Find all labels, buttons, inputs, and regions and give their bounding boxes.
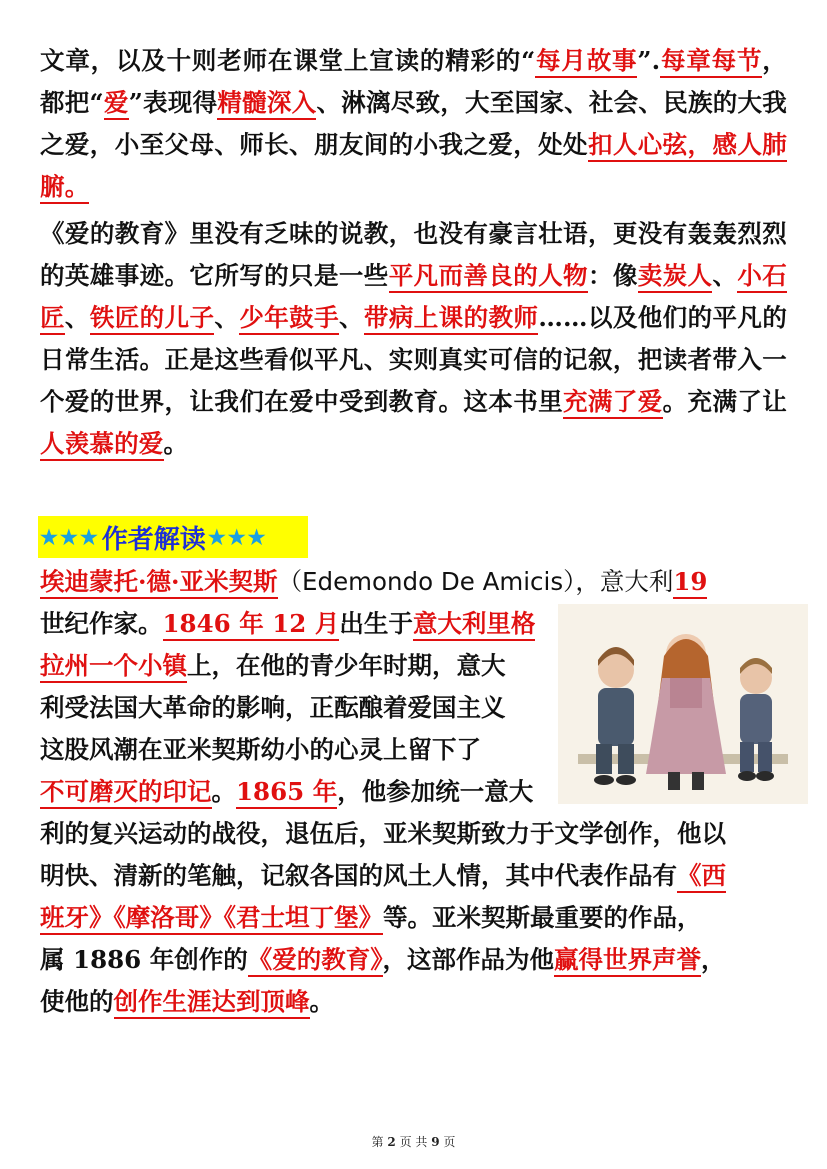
text: 等。亚米契斯最重要的作品， — [383, 903, 702, 932]
highlight-book-title: 《爱的教育》 — [248, 945, 383, 977]
highlight-works: 班牙》《摩洛哥》《君士坦丁堡》 — [40, 903, 383, 935]
paragraph-love-description — [40, 40, 787, 208]
author-line-1 — [40, 561, 707, 603]
text: 、 — [712, 261, 738, 290]
author-line-2 — [40, 603, 535, 645]
highlight-author-name: 埃迪蒙托·德·亚米契斯 — [40, 567, 278, 599]
footer-text: 页 — [443, 1135, 456, 1149]
author-line-8 — [40, 855, 726, 897]
text: 。 — [211, 777, 236, 806]
text: 文章，以及十则老师在课堂上宣读的精彩的“ — [40, 46, 536, 75]
author-line-9 — [40, 897, 702, 939]
highlight-birth-date: 1846 年 12 月 — [163, 609, 340, 641]
highlight-birthplace: 意大利里格 — [413, 609, 536, 641]
text: 属 1886 年创作的 — [40, 945, 248, 974]
text: 出生于 — [339, 609, 413, 638]
highlight-love: 爱 — [104, 88, 129, 120]
highlight-little-mason: 小石匠 — [40, 261, 787, 335]
highlight-world-fame: 赢得世界声誉 — [554, 945, 701, 977]
text: ，这部作品为他 — [382, 945, 554, 974]
text: 上，在他的青少年时期，意大 — [187, 651, 506, 680]
text: 、 — [339, 303, 364, 332]
paragraph-book-content — [40, 213, 787, 465]
star-icon: ★★★ — [207, 525, 268, 549]
text: ”. — [637, 46, 661, 75]
text: 。 — [309, 987, 334, 1016]
text: ……以及他们的平凡的日常生活。正是这些看似平凡、实则真实可信的记叙，把读者带入一个爱的世界，让我们在爱中受到教育。这本书里 — [40, 303, 788, 416]
author-line-6 — [40, 771, 533, 813]
total-page-number: 9 — [431, 1135, 440, 1149]
highlight-century: 19 — [673, 567, 707, 599]
section-header-author — [38, 516, 308, 558]
highlight-year-1865: 1865 年 — [236, 777, 337, 809]
author-line-3 — [40, 645, 506, 687]
text: 、 — [214, 303, 240, 332]
highlight-essence: 精髓深入 — [217, 88, 316, 120]
author-line-11 — [40, 981, 334, 1023]
text: 、 — [64, 303, 90, 332]
highlight-every-chapter: 每章每节 — [660, 46, 762, 78]
highlight-career-peak: 创作生涯达到顶峰 — [114, 987, 310, 1019]
text: ”表现得 — [128, 88, 218, 117]
author-line-5: 这股风潮在亚米契斯幼小的心灵上留下了 — [40, 735, 481, 764]
text: 世纪作家。 — [40, 609, 163, 638]
author-line-4: 利受法国大革命的影响，正酝酿着爱国主义 — [40, 693, 506, 722]
illustration-three-children — [558, 604, 808, 804]
highlight-indelible-mark: 不可磨灭的印记 — [40, 777, 212, 809]
text: 。 — [163, 429, 189, 458]
highlight-drummer-boy: 少年鼓手 — [239, 303, 339, 335]
footer-text: 页 共 — [399, 1135, 428, 1149]
text: 《爱的教育》里没有乏味的说教，也没有豪言壮语，更没有轰轰烈烈的英雄事迹。它所写的只是一些 — [40, 219, 787, 290]
section-title: 作者解读 — [101, 524, 206, 555]
highlight-envied-love: 人羡慕的爱 — [40, 429, 164, 461]
text: 、淋漓尽致，大至国家、社会、民族的大我之爱，小至父母、师长、朋友间的小我之爱，处处 — [40, 88, 787, 159]
highlight-works-start: 《西 — [677, 861, 726, 893]
text: ，他参加统一意大 — [337, 777, 534, 806]
text: ，都把“ — [40, 46, 787, 117]
star-icon: ★★★ — [40, 525, 100, 549]
text: ：像 — [587, 261, 638, 290]
highlight-sick-teacher: 带病上课的教师 — [364, 303, 538, 335]
footer-text: 第 — [371, 1135, 384, 1149]
page-footer — [0, 1133, 827, 1150]
highlight-monthly-stories: 每月故事 — [535, 46, 637, 78]
highlight-birthplace-town: 拉州一个小镇 — [40, 651, 187, 683]
text: （Edemondo De Amicis），意大利 — [277, 567, 674, 596]
text: 使他的 — [40, 987, 114, 1016]
text: ， — [701, 945, 726, 974]
current-page-number: 2 — [387, 1135, 396, 1149]
highlight-blacksmith-son: 铁匠的儿子 — [90, 303, 215, 335]
highlight-charcoal-seller: 卖炭人 — [638, 261, 713, 293]
children-illustration-svg — [558, 604, 808, 804]
text: 。充满了让 — [662, 387, 787, 416]
highlight-touching: 扣人心弦，感人肺腑。 — [40, 130, 787, 204]
highlight-ordinary-people: 平凡而善良的人物 — [389, 261, 588, 293]
author-line-10 — [40, 939, 726, 981]
highlight-full-of-love: 充满了爱 — [563, 387, 663, 419]
text: 明快、清新的笔触，记叙各国的风土人情，其中代表作品有 — [40, 861, 677, 890]
author-line-7: 利的复兴运动的战役，退伍后，亚米契斯致力于文学创作，他以 — [40, 819, 726, 848]
